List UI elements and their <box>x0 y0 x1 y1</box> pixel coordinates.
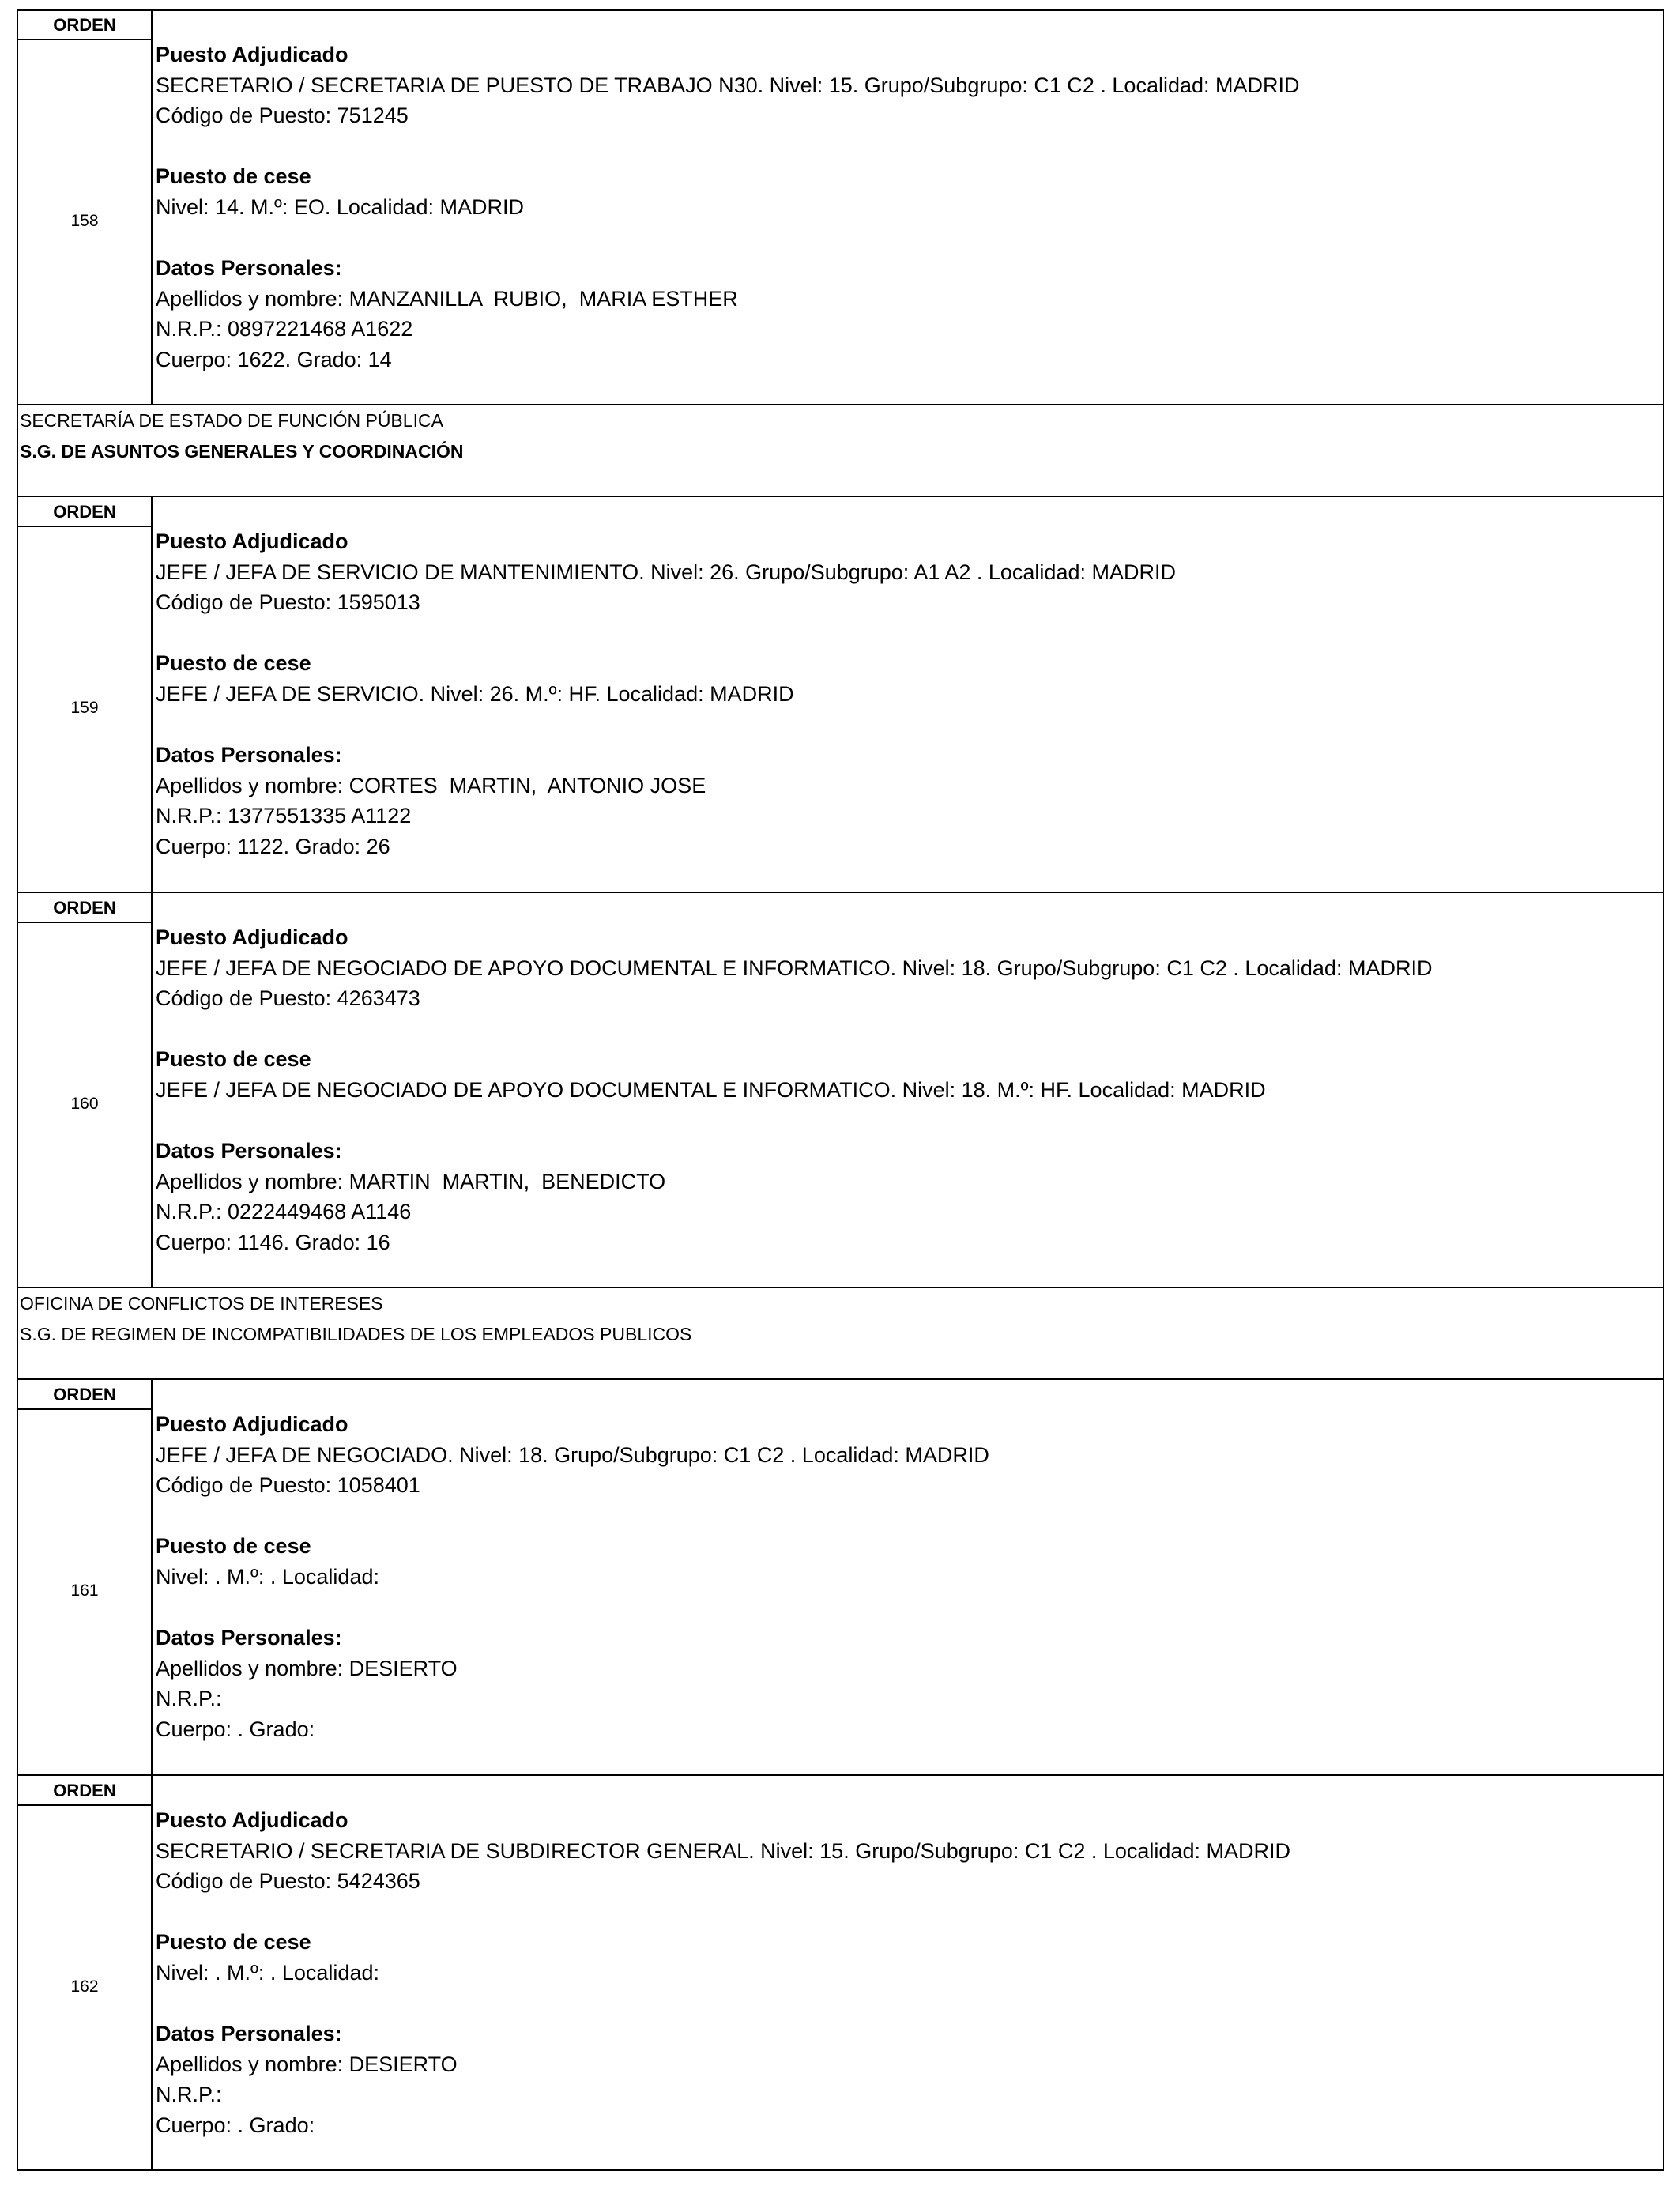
puesto-cese-label: Puesto de cese <box>156 164 311 189</box>
puesto-cese-value: Nivel: . M.º: . Localidad: <box>156 1564 379 1589</box>
cuerpo-grado: Cuerpo: 1146. Grado: 16 <box>156 1230 390 1254</box>
puesto-adjudicado-label: Puesto Adjudicado <box>156 43 348 66</box>
codigo-puesto: Código de Puesto: 1595013 <box>156 590 420 615</box>
orden-header: ORDEN <box>53 1385 116 1404</box>
orden-header-divider <box>17 922 153 923</box>
puesto-cese-value: JEFE / JEFA DE SERVICIO. Nivel: 26. M.º: HF. Localidad: MADRID <box>156 681 794 706</box>
datos-personales-label: Datos Personales: <box>156 743 342 767</box>
orden-header-divider <box>17 39 153 40</box>
puesto-cese-label: Puesto de cese <box>156 1930 311 1955</box>
row-divider <box>17 892 1664 893</box>
puesto-cese-value: Nivel: . M.º: . Localidad: <box>156 1960 379 1985</box>
section-organism: OFICINA DE CONFLICTOS DE INTERESES <box>20 1293 383 1314</box>
orden-header: ORDEN <box>53 898 116 918</box>
nrp: N.R.P.: 0222449468 A1146 <box>156 1200 412 1224</box>
puesto-adjudicado-label: Puesto Adjudicado <box>156 1412 348 1436</box>
datos-personales-label: Datos Personales: <box>156 1626 342 1650</box>
cuerpo-grado: Cuerpo: 1122. Grado: 26 <box>156 834 390 858</box>
column-divider <box>151 9 153 405</box>
apellidos-nombre: Apellidos y nombre: CORTES MARTIN, ANTONIO JOSE <box>156 773 706 797</box>
nrp: N.R.P.: 0897221468 A1622 <box>156 317 413 341</box>
puesto-cese-value: JEFE / JEFA DE NEGOCIADO DE APOYO DOCUMENTAL E INFORMATICO. Nivel: 18. M.º: HF. Localidad: MADRID <box>156 1077 1266 1102</box>
orden-header-divider <box>17 526 153 527</box>
puesto-adjudicado-label: Puesto Adjudicado <box>156 530 348 553</box>
puesto-cese-label: Puesto de cese <box>156 1047 311 1072</box>
row-divider <box>17 1378 1664 1380</box>
orden-number: 159 <box>70 699 99 717</box>
column-divider <box>151 1379 153 2171</box>
section-unit: S.G. DE ASUNTOS GENERALES Y COORDINACIÓN <box>20 441 464 462</box>
apellidos-nombre: Apellidos y nombre: MARTIN MARTIN, BENEDICTO <box>156 1169 666 1193</box>
orden-header-divider <box>17 1804 153 1806</box>
nrp: N.R.P.: <box>156 1687 222 1711</box>
datos-personales-label: Datos Personales: <box>156 256 342 281</box>
orden-header: ORDEN <box>53 502 116 522</box>
orden-header: ORDEN <box>53 15 116 35</box>
puesto-adjudicado-value: JEFE / JEFA DE NEGOCIADO. Nivel: 18. Grupo/Subgrupo: C1 C2 . Localidad: MADRID <box>156 1442 989 1467</box>
nrp: N.R.P.: 1377551335 A1122 <box>156 804 412 828</box>
row-divider <box>17 404 1664 405</box>
orden-header-divider <box>17 1408 153 1410</box>
puesto-adjudicado-label: Puesto Adjudicado <box>156 925 348 949</box>
cuerpo-grado: Cuerpo: . Grado: <box>156 2113 315 2137</box>
puesto-adjudicado-value: JEFE / JEFA DE SERVICIO DE MANTENIMIENTO. Nivel: 26. Grupo/Subgrupo: A1 A2 . Localidad: MADRID <box>156 560 1176 584</box>
codigo-puesto: Código de Puesto: 751245 <box>156 104 409 128</box>
datos-personales-label: Datos Personales: <box>156 1139 342 1163</box>
apellidos-nombre: Apellidos y nombre: DESIERTO <box>156 1656 458 1680</box>
orden-number: 161 <box>70 1581 99 1600</box>
datos-personales-label: Datos Personales: <box>156 2022 342 2046</box>
apellidos-nombre: Apellidos y nombre: MANZANILLA RUBIO, MARIA ESTHER <box>156 286 738 311</box>
puesto-adjudicado-label: Puesto Adjudicado <box>156 1808 348 1832</box>
puesto-cese-label: Puesto de cese <box>156 1534 311 1559</box>
column-divider <box>151 496 153 1287</box>
apellidos-nombre: Apellidos y nombre: DESIERTO <box>156 2052 458 2076</box>
entry-details <box>156 40 1649 375</box>
row-divider <box>17 1774 1664 1776</box>
codigo-puesto: Código de Puesto: 5424365 <box>156 1869 420 1894</box>
entry-details <box>156 1805 1649 2141</box>
puesto-cese-value: Nivel: 14. M.º: EO. Localidad: MADRID <box>156 194 525 219</box>
codigo-puesto: Código de Puesto: 4263473 <box>156 986 420 1011</box>
entry-details <box>156 526 1649 862</box>
cuerpo-grado: Cuerpo: 1622. Grado: 14 <box>156 347 392 371</box>
puesto-adjudicado-value: SECRETARIO / SECRETARIA DE PUESTO DE TRABAJO N30. Nivel: 15. Grupo/Subgrupo: C1 C2 . Localidad: MADRID <box>156 73 1300 97</box>
entry-details <box>156 922 1649 1258</box>
section-unit: S.G. DE REGIMEN DE INCOMPATIBILIDADES DE LOS EMPLEADOS PUBLICOS <box>20 1324 692 1344</box>
entry-details <box>156 1409 1649 1745</box>
puesto-cese-label: Puesto de cese <box>156 651 311 676</box>
orden-number: 160 <box>70 1095 99 1113</box>
section-organism: SECRETARÍA DE ESTADO DE FUNCIÓN PÚBLICA <box>20 410 443 431</box>
orden-number: 158 <box>70 212 99 230</box>
nrp: N.R.P.: <box>156 2083 222 2107</box>
puesto-adjudicado-value: SECRETARIO / SECRETARIA DE SUBDIRECTOR GENERAL. Nivel: 15. Grupo/Subgrupo: C1 C2 . Localidad: MADRID <box>156 1838 1290 1863</box>
puesto-adjudicado-value: JEFE / JEFA DE NEGOCIADO DE APOYO DOCUMENTAL E INFORMATICO. Nivel: 18. Grupo/Subgrupo: C1 C2 . Localidad: MADRID <box>156 956 1433 980</box>
row-divider <box>17 496 1664 497</box>
orden-number: 162 <box>70 1977 99 1996</box>
row-divider <box>17 1287 1664 1288</box>
cuerpo-grado: Cuerpo: . Grado: <box>156 1717 315 1741</box>
orden-header: ORDEN <box>53 1781 116 1800</box>
codigo-puesto: Código de Puesto: 1058401 <box>156 1473 420 1498</box>
